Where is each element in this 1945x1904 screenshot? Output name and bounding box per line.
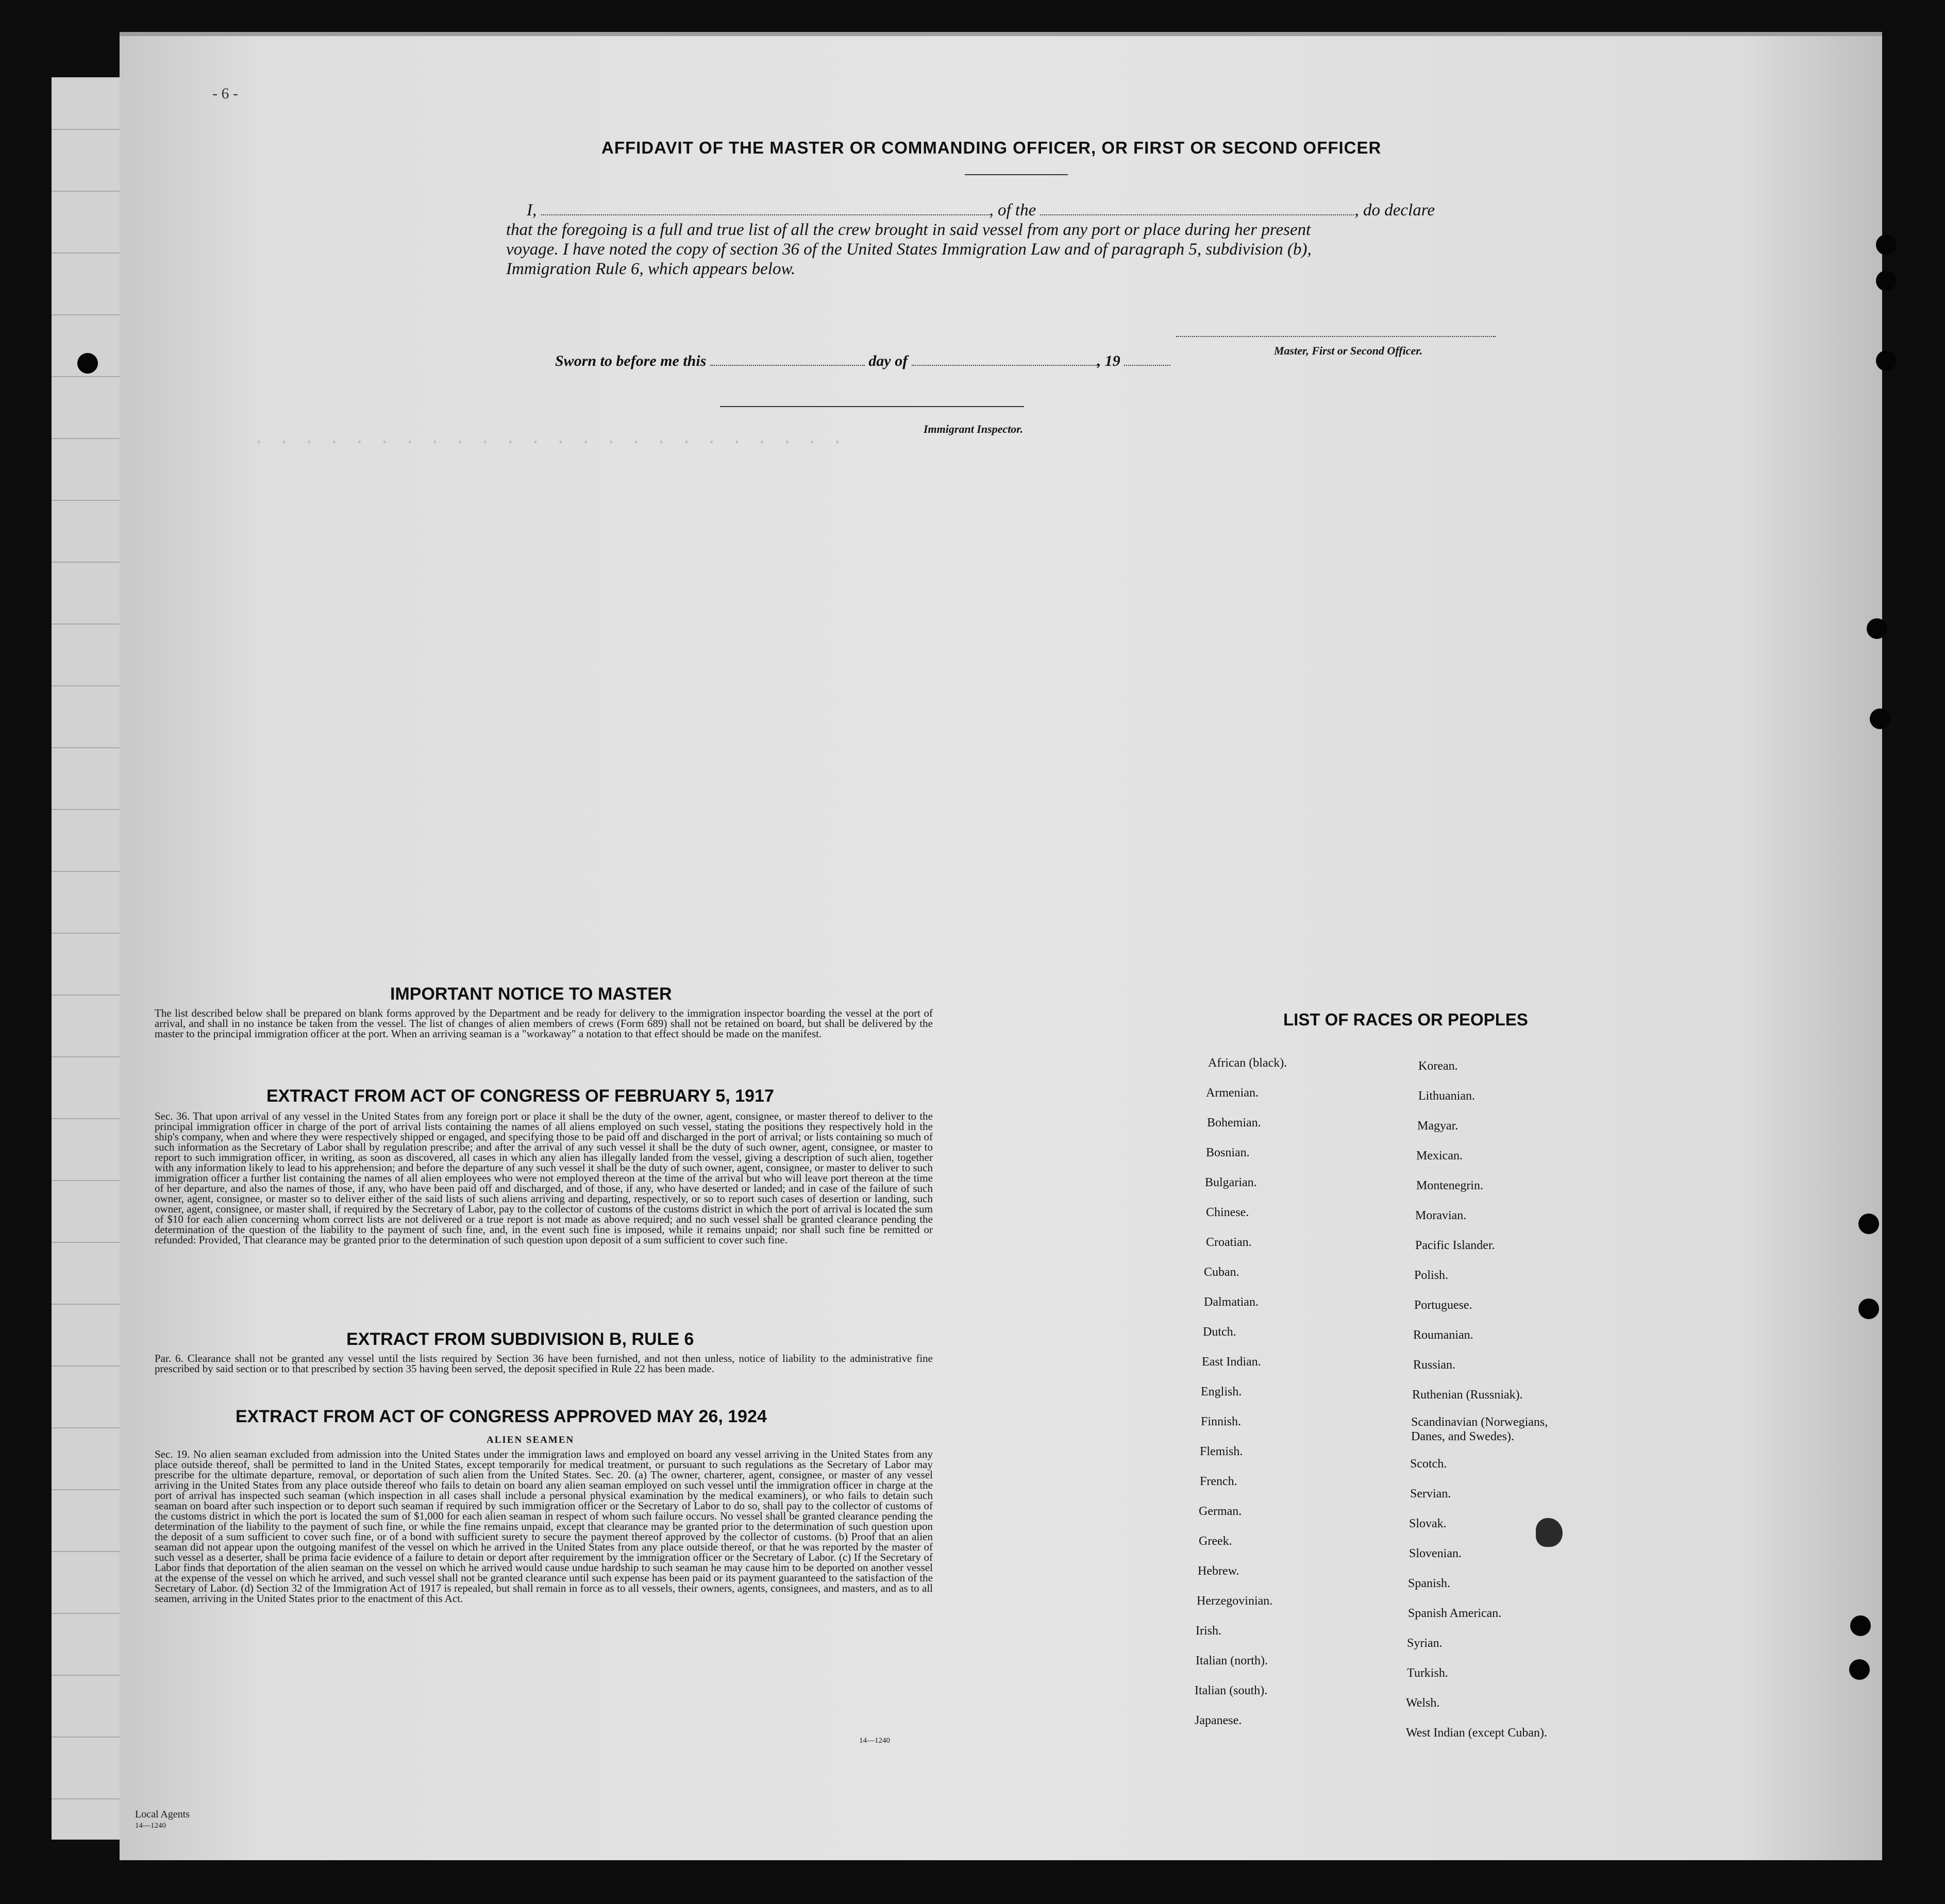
- extract-1924-text: Sec. 19. No alien seaman excluded from admission into the United States under the immigration laws and employed on board any vessel arriving in the United States from any place outside thereof, shall be permitted to land in the United States, except temporarily for medical treatment, or pursuant to such regulations as the Secretary of Labor may prescribe for the ultimate departure, removal, or deportation of such alien from the United States. Sec. 20. (a) The owner, charterer, agent, consignee, or master of any vessel arriving in the United States from any place outside thereof who fails to detain on board any alien seaman employed on such vessel until the immigration officer in charge at the port of arrival has inspected such seaman (which inspection in all cases shall include a personal physical examination by the medical examiners), or who fails to detain such seaman on board after such inspection or to deport such seaman if required by such immigration officer or the Secretary of Labor to do so, shall pay to the collector of customs of the customs district in which the port is located the sum of $1,000 for each alien seaman in respect of whom such failure occurs. No vessel shall be granted clearance pending the determination of the liability to the payment of such fine, or while the fine remains unpaid, except that clearance may be granted prior to the determination of such question upon the deposit of a sum sufficient to cover such fine, or of a bond with sufficient surety to secure the payment thereof approved by the collector of customs. (b) Proof that an alien seaman did not appear upon the outgoing manifest of the vessel on which he arrived in the United States from any place outside thereof, or that he was reported by the master of such vessel as a deserter, shall be prima facie evidence of a failure to detain or deport after requirement by the immigration officer or the Secretary of Labor. (c) If the Secretary of Labor finds that deportation of the alien seaman on the vessel on which he arrived would cause undue hardship to such seaman he may cause him to be deported on another vessel at the expense of the vessel on which he arrived, and such vessel shall not be granted clearance until such expense has been paid or its payment guaranteed to the satisfaction of the Secretary of Labor. (d) Section 32 of the Immigration Act of 1917 is repealed, but shall remain in force as to all vessels, their owners, agents, consignees, and masters, and as to all seamen, arriving in the United States prior to the enactment of this Act.: [155, 1448, 933, 1605]
- master-signature-caption: Master, First or Second Officer.: [1274, 344, 1423, 357]
- race-item: Bosnian.: [1206, 1146, 1250, 1159]
- race-item: Scandinavian (Norwegians, Danes, and Swedes).: [1411, 1416, 1548, 1443]
- footer-stamp-line-1: Local Agents: [135, 1809, 190, 1820]
- affidavit-line-4: Immigration Rule 6, which appears below.: [506, 260, 796, 278]
- affidavit-line-3: voyage. I have noted the copy of section 36 of the United States Immigration Law and of paragraph 5, subdivision (b),: [506, 240, 1312, 259]
- footer-stamp: [135, 1809, 190, 1831]
- race-item: Greek.: [1199, 1535, 1232, 1548]
- race-item: English.: [1201, 1385, 1242, 1398]
- race-item: Scotch.: [1410, 1457, 1447, 1471]
- affidavit-title: AFFIDAVIT OF THE MASTER OR COMMANDING OFFICER, OR FIRST OR SECOND OFFICER: [601, 138, 1382, 157]
- notice-text: The list described below shall be prepared on blank forms approved by the Department and be ready for delivery to the immigration inspector boarding the vessel at the port of arrival, and shall in no instance be taken from the vessel. The list of changes of alien members of crews (Form 689) shall not be retained on board, but shall be delivered by the master to the principal immigration officer at the port. When an arriving seaman is a "workaway" a notation to that effect should be made on the manifest.: [155, 1007, 933, 1040]
- race-item: Italian (north).: [1196, 1654, 1268, 1667]
- name-field[interactable]: [541, 214, 990, 215]
- race-item: Croatian.: [1206, 1236, 1252, 1249]
- binder-hole: [1876, 350, 1897, 371]
- footer-stamp-line-2: 14—1240: [135, 1822, 166, 1830]
- extract-1917-text: Sec. 36. That upon arrival of any vessel in the United States from any foreign port or place it shall be the duty of the owner, agent, consignee, or master thereof to deliver to the principal immigration officer in charge of the port of arrival lists containing the names of all aliens employed on such vessel, stating the positions they respectively hold in the ship's company, when and where they were respectively shipped or engaged, and specifying those to be paid off and discharged in the port of arrival; or lists containing so much of such information as the Secretary of Labor shall by regulation prescribe; and after the arrival of any such vessel it shall be the duty of such owner, agent, consignee, or master to report to such immigration officer, in writing, as soon as discovered, all cases in which any alien has illegally landed from the vessel, giving a description of such alien, together with any information likely to lead to his apprehension; and before the departure of any such vessel it shall be the duty of such owner, agent, consignee, or master to deliver to such immigration officer a further list containing the names of all alien employees who were not employed thereon at the time of the arrival but who will leave port thereon at the time of her departure, and also the names of those, if any, who have been paid off and discharged, and of those, if any, who have deserted or landed; and in case of the failure of such owner, agent, consignee, or master so to deliver either of the said lists of such aliens arriving and departing, respectively, or so to report such cases of desertion or landing, such owner, agent, consignee, or master shall, if required by the Secretary of Labor, pay to the collector of customs of the customs district in which the port of arrival is located the sum of $10 for each alien concerning whom correct lists are not delivered or a true report is not made as above required; and no such vessel shall be granted clearance pending the determination of the question of the liability to the payment of such fine, and, in the event such fine is imposed, while it remains unpaid; nor shall such fine be remitted or refunded: Provided, That clearance may be granted prior to the determination of such question upon deposit of a sum sufficient to cover such fine.: [155, 1110, 933, 1246]
- form-number: 14—1240: [859, 1737, 890, 1745]
- race-item: Italian (south).: [1195, 1684, 1268, 1697]
- binder-hole: [1858, 1299, 1879, 1319]
- race-item: Dalmatian.: [1204, 1295, 1259, 1309]
- ink-blot: [1536, 1518, 1563, 1547]
- race-item: Armenian.: [1206, 1086, 1259, 1100]
- race-item: Syrian.: [1407, 1637, 1443, 1650]
- binder-hole: [1867, 618, 1887, 639]
- race-item: Spanish.: [1408, 1577, 1451, 1590]
- vessel-field[interactable]: [1040, 214, 1354, 215]
- title-underline: [965, 174, 1068, 175]
- race-item: Spanish American.: [1408, 1607, 1502, 1620]
- race-item: Ruthenian (Russniak).: [1412, 1388, 1523, 1402]
- race-item: African (black).: [1208, 1056, 1287, 1070]
- binder-hole: [77, 353, 98, 374]
- race-item: Moravian.: [1415, 1209, 1467, 1222]
- page-number: - 6 -: [212, 85, 238, 102]
- race-item: Bohemian.: [1207, 1116, 1261, 1130]
- sworn-year: , 19: [1097, 352, 1120, 369]
- sworn-line: [555, 352, 1170, 370]
- sworn-day-field[interactable]: [710, 365, 865, 366]
- sworn-start: Sworn to before me this: [555, 352, 707, 369]
- sworn-month-field[interactable]: [912, 365, 1097, 366]
- race-item: Magyar.: [1417, 1119, 1458, 1133]
- affidavit-i: I,: [527, 201, 537, 220]
- race-item: Mexican.: [1416, 1149, 1463, 1162]
- notice-title: IMPORTANT NOTICE TO MASTER: [390, 984, 672, 1004]
- sworn-year-field[interactable]: [1124, 365, 1170, 366]
- inspector-signature-line[interactable]: [720, 406, 1024, 407]
- affidavit-line-1: [527, 201, 1435, 220]
- race-item: Japanese.: [1195, 1714, 1242, 1727]
- race-item: Montenegrin.: [1416, 1179, 1483, 1192]
- extract-1917-title: EXTRACT FROM ACT OF CONGRESS OF FEBRUARY 5, 1917: [266, 1086, 774, 1106]
- binder-hole: [1870, 709, 1890, 729]
- race-item: Roumanian.: [1413, 1328, 1473, 1342]
- underlying-ruled-sheet: [52, 77, 129, 1840]
- extract-rule6-title: EXTRACT FROM SUBDIVISION B, RULE 6: [346, 1329, 694, 1349]
- race-item: Dutch.: [1203, 1325, 1236, 1339]
- race-item: Finnish.: [1201, 1415, 1242, 1428]
- race-item: Hebrew.: [1198, 1564, 1239, 1578]
- binder-hole: [1849, 1659, 1870, 1680]
- affidavit-declare: , do declare: [1354, 201, 1435, 220]
- race-item: German.: [1199, 1505, 1242, 1518]
- binder-hole: [1858, 1214, 1879, 1234]
- race-item: Lithuanian.: [1418, 1089, 1475, 1103]
- affidavit-line-2: that the foregoing is a full and true list of all the crew brought in said vessel from any port or place during her present: [506, 221, 1311, 239]
- race-item: Portuguese.: [1414, 1299, 1472, 1312]
- binder-hole: [1876, 234, 1897, 255]
- race-item: Russian.: [1413, 1358, 1456, 1372]
- race-item: Chinese.: [1206, 1206, 1249, 1219]
- race-item: Bulgarian.: [1205, 1176, 1257, 1189]
- race-item: West Indian (except Cuban).: [1406, 1726, 1547, 1740]
- race-item: Turkish.: [1407, 1666, 1448, 1680]
- race-item: Slovak.: [1409, 1517, 1447, 1530]
- races-title: LIST OF RACES OR PEOPLES: [1283, 1010, 1528, 1029]
- race-item: Flemish.: [1200, 1445, 1243, 1458]
- binder-hole: [1876, 271, 1897, 291]
- race-item: Herzegovinian.: [1197, 1594, 1273, 1608]
- race-item: Welsh.: [1406, 1696, 1440, 1710]
- inspector-caption: Immigrant Inspector.: [924, 423, 1024, 435]
- affidavit-of-the: , of the: [989, 201, 1036, 220]
- extract-rule6-text: Par. 6. Clearance shall not be granted any vessel until the lists required by Section 36 have been furnished, and not then unless, notice of liability to the administrative fine prescribed by said section or to that prescribed by section 35 having been served, the deposit specified in Rule 22 has been made.: [155, 1352, 933, 1375]
- race-item: East Indian.: [1202, 1355, 1261, 1369]
- extract-1924-title: EXTRACT FROM ACT OF CONGRESS APPROVED MAY 26, 1924: [236, 1407, 767, 1426]
- sworn-day-of: day of: [868, 352, 908, 369]
- race-item: Polish.: [1414, 1269, 1449, 1282]
- race-item: Irish.: [1196, 1624, 1221, 1638]
- race-item: Slovenian.: [1409, 1547, 1462, 1560]
- document-page: [120, 36, 1882, 1860]
- race-item: Korean.: [1418, 1059, 1458, 1073]
- race-item: French.: [1200, 1475, 1237, 1488]
- race-item: Pacific Islander.: [1415, 1239, 1495, 1252]
- master-signature-line[interactable]: [1176, 336, 1496, 337]
- binder-hole: [1850, 1615, 1871, 1636]
- bleed-through-texture: · · · · · · · · · · · · · · · · · · · · · · · ·: [254, 433, 845, 452]
- alien-seamen-subtitle: ALIEN SEAMEN: [487, 1435, 575, 1445]
- race-item: Servian.: [1410, 1487, 1451, 1501]
- race-item: Cuban.: [1204, 1266, 1239, 1279]
